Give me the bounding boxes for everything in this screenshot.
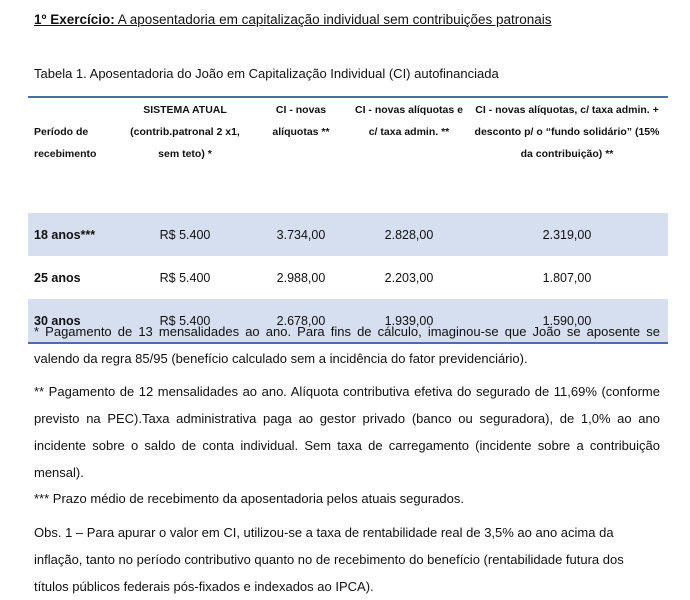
- header-current-system: SISTEMA ATUAL (contrib.patronal 2 x1, sem teto) *: [130, 104, 240, 160]
- table-row: [28, 208, 668, 256]
- table-row: [28, 256, 668, 299]
- row-ci-solidarity-value: 1.807,00: [542, 270, 592, 285]
- footnote-single-asterisk: * Pagamento de 13 mensalidades ao ano. Para fins de cálculo, imaginou-se que João se aposente se valendo da regra 85/95 (benefício calculado sem a incidência do fator previdenciário).: [34, 324, 660, 366]
- exercise-title: A aposentadoria em capitalização individual sem contribuições patronais: [114, 12, 552, 27]
- row-current-value: R$ 5.400: [120, 208, 250, 256]
- row-ci-admin-value: 1.939,00: [352, 299, 466, 343]
- footnote-double-asterisk: ** Pagamento de 12 mensalidades ao ano. Alíquota contributiva efetiva do segurado de 11,69% (conforme previsto na PEC).Taxa administrativa paga ao gestor privado (banco ou seguradora), de 1,0% ao ano incidente sobre o saldo de conta individual. Sem taxa de carregamento (incidente sobre a contribuição mensal).: [34, 384, 660, 480]
- table-caption: Tabela 1. Aposentadoria do João em Capitalização Individual (CI) autofinanciada: [34, 66, 499, 81]
- exercise-heading: [34, 12, 552, 27]
- row-ci-solidarity-value: 2.319,00: [466, 208, 668, 256]
- header-period: Período de recebimento: [34, 126, 97, 160]
- row-ci-value: 3.734,00: [250, 208, 352, 256]
- row-ci-solidarity-value: 1.590,00: [466, 299, 668, 343]
- exercise-label: 1º Exercício:: [34, 12, 115, 27]
- row-ci-value: 2.678,00: [250, 299, 352, 343]
- header-ci-solidarity-fund: CI - novas alíquotas, c/ taxa admin. + desconto p/ o “fundo solidário” (15% da contribuição) **: [474, 104, 660, 160]
- observation-note: Obs. 1 – Para apurar o valor em CI, utilizou-se a taxa de rentabilidade real de 3,5% ao ano acima da inflação, tanto no período contributivo quanto no de recebimento do benefício (rentabilidade futura dos títulos públicos federais pós-fixados e indexados ao IPCA).: [34, 525, 624, 594]
- header-ci-new-rates: CI - novas alíquotas **: [272, 104, 330, 138]
- header-ci-admin-fee: CI - novas alíquotas e c/ taxa admin. **: [355, 104, 463, 138]
- row-current-value: R$ 5.400: [120, 299, 250, 343]
- row-period: 25 anos: [34, 270, 81, 285]
- row-ci-admin-value: 2.203,00: [384, 270, 434, 285]
- row-ci-admin-value: 2.828,00: [352, 208, 466, 256]
- footnote-triple-asterisk: *** Prazo médio de recebimento da aposentadoria pelos atuais segurados.: [34, 491, 464, 506]
- pension-table: [28, 96, 668, 344]
- row-ci-value: 2.988,00: [276, 270, 326, 285]
- table-header-row: [28, 97, 668, 208]
- row-period: 18 anos***: [28, 208, 120, 256]
- row-current-value: R$ 5.400: [159, 270, 211, 285]
- row-period: 30 anos: [28, 299, 120, 343]
